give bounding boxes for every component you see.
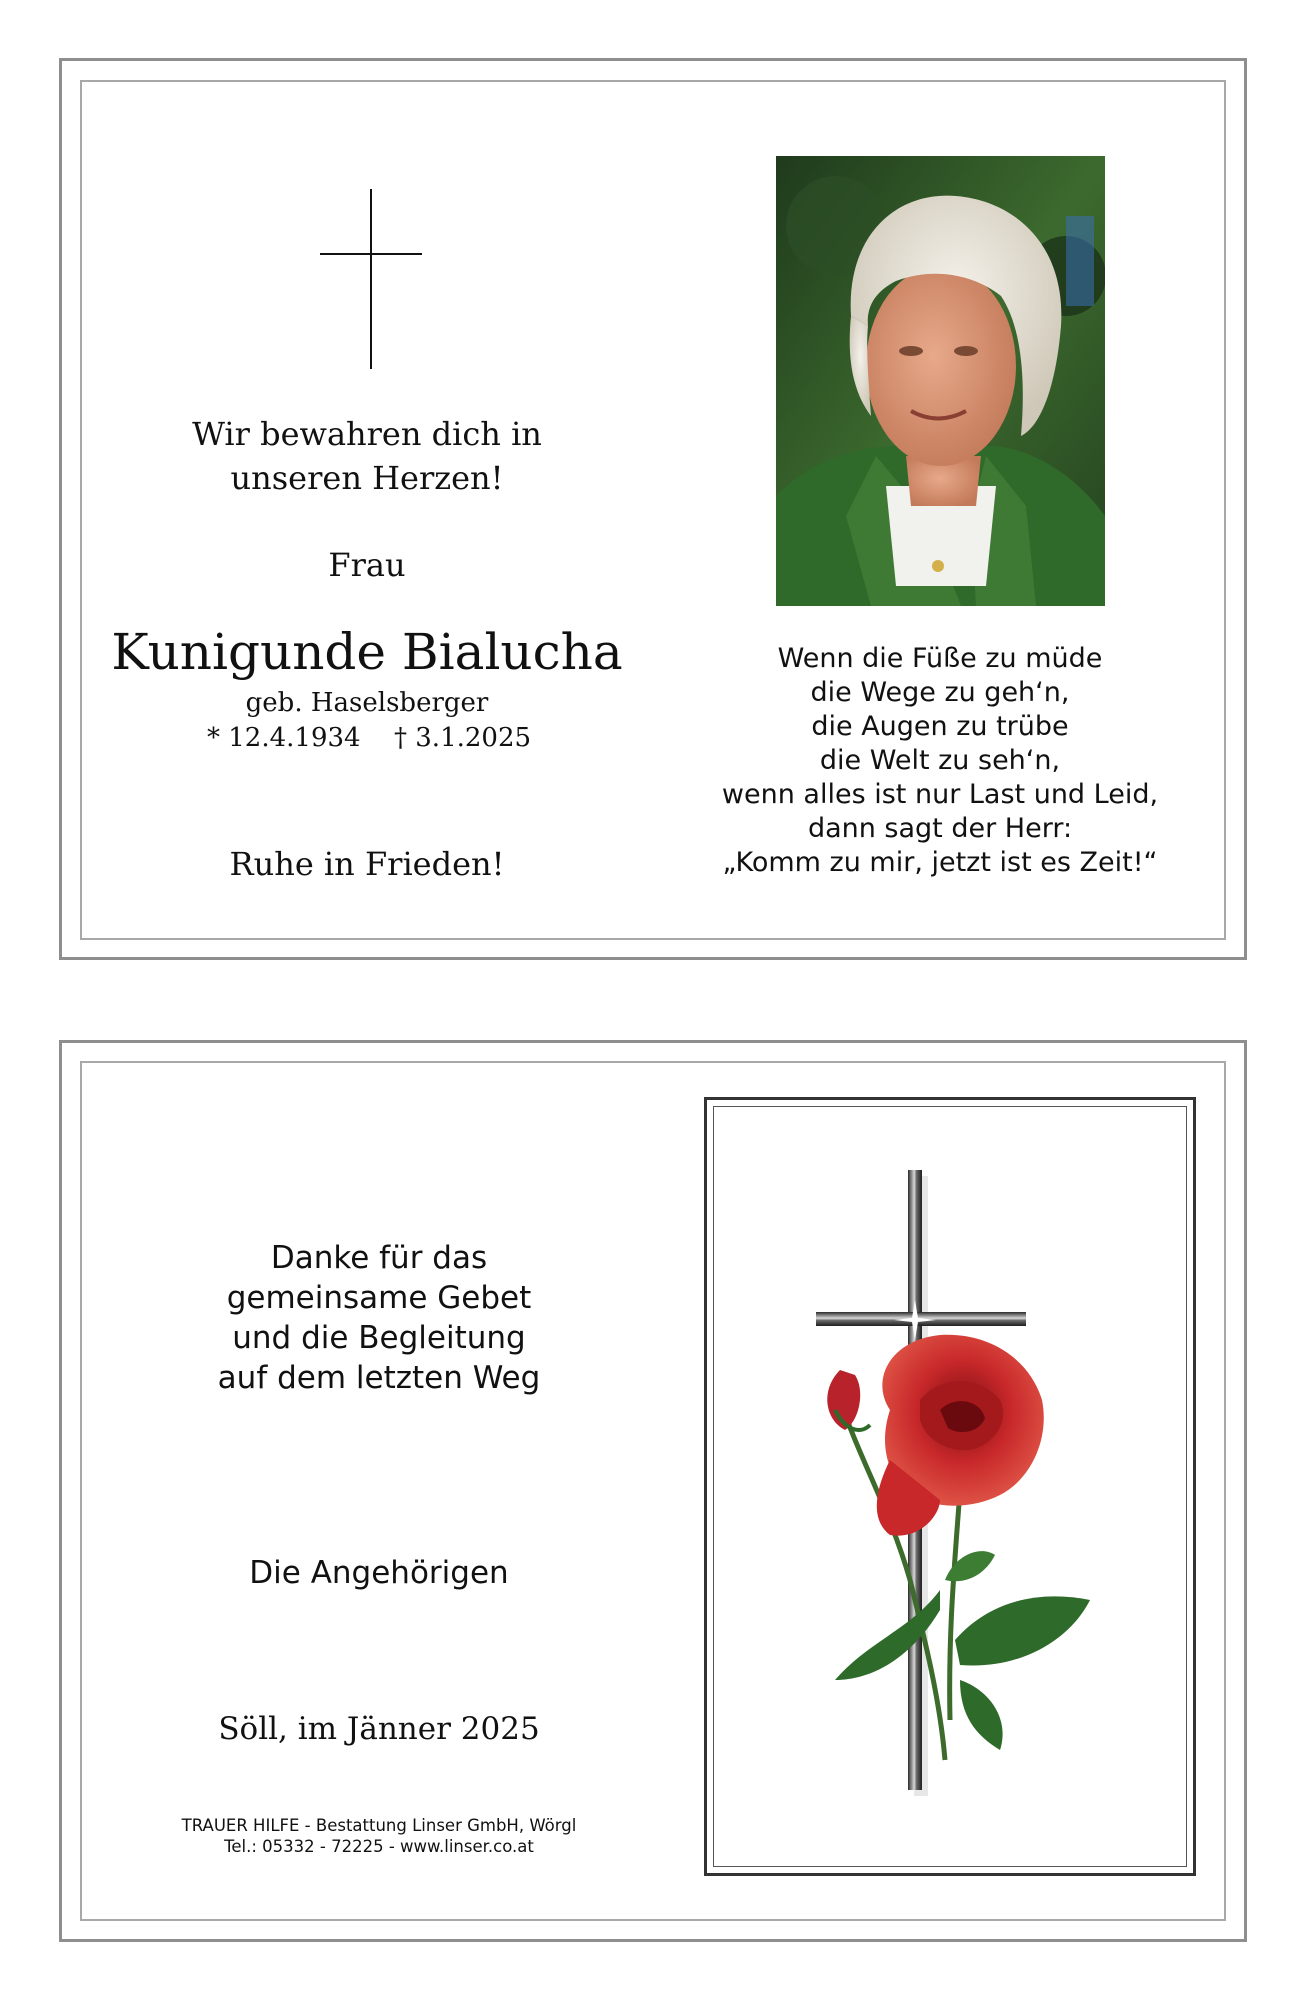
undertaker-contact: Tel.: 05332 - 72225 - www.linser.co.at <box>224 1837 534 1856</box>
poem-line: wenn alles ist nur Last und Leid, <box>721 779 1159 810</box>
family-signature: Die Angehörigen <box>249 1555 509 1591</box>
motto-line: Wir bewahren dich in <box>192 415 542 453</box>
undertaker-name: TRAUER HILFE - Bestattung Linser GmbH, Wörgl <box>181 1816 577 1835</box>
birth-date: * 12.4.1934 <box>207 723 361 753</box>
memorial-poem <box>717 642 1163 880</box>
poem-line: die Augen zu trübe <box>811 711 1069 742</box>
death-date: † 3.1.2025 <box>394 723 532 753</box>
deceased-name: Kunigunde Bialucha <box>111 623 623 681</box>
poem-line: „Komm zu mir, jetzt ist es Zeit!“ <box>722 847 1158 878</box>
thanks-line: gemeinsame Gebet <box>226 1280 532 1316</box>
poem-line: die Wege zu geh‘n, <box>810 677 1070 708</box>
maiden-name: geb. Haselsberger <box>245 688 489 718</box>
cross-icon <box>318 188 424 370</box>
thanks-line: und die Begleitung <box>232 1320 526 1356</box>
thanks-line: Danke für das <box>270 1240 488 1276</box>
salutation: Frau <box>328 546 406 584</box>
poem-line: dann sagt der Herr: <box>807 813 1073 844</box>
thank-you-text <box>179 1238 579 1398</box>
motto-line: unseren Herzen! <box>230 459 504 497</box>
place-and-date: Söll, im Jänner 2025 <box>218 1711 540 1747</box>
portrait-photo <box>776 156 1105 606</box>
thanks-line: auf dem letzten Weg <box>217 1360 541 1396</box>
memorial-motto <box>167 412 567 500</box>
poem-line: Wenn die Füße zu müde <box>777 643 1103 674</box>
undertaker-info <box>129 1815 629 1857</box>
poem-line: die Welt zu seh‘n, <box>819 745 1061 776</box>
closing-phrase: Ruhe in Frieden! <box>229 845 505 883</box>
cross-with-rose-illustration <box>780 1160 1120 1800</box>
